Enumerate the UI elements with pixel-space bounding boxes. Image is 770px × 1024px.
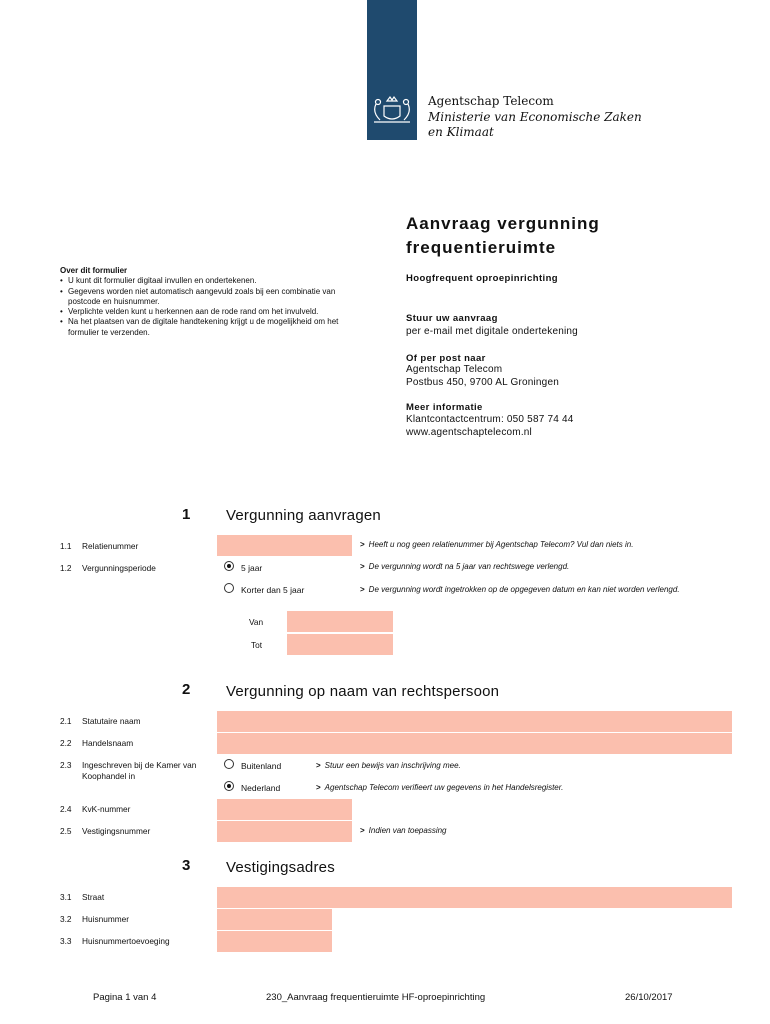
crest-icon: [370, 92, 414, 128]
footer-document: 230_Aanvraag frequentieruimte HF-oproepinrichting: [266, 992, 486, 1003]
label-kvk-ingeschreven: 2.3 Ingeschreven bij de Kamer van Koophandel in: [60, 760, 197, 781]
radio-nederland[interactable]: [224, 781, 234, 791]
page-subtitle: Hoogfrequent oproepinrichting: [406, 273, 558, 284]
logo-text: [428, 94, 642, 141]
radio-buitenland-label: Buitenland: [241, 761, 282, 771]
post-address: [406, 364, 559, 389]
tot-label: Tot: [251, 640, 263, 650]
label-vestigingsnummer: 2.5 Vestigingsnummer: [60, 826, 151, 836]
post-line-1: Agentschap Telecom: [406, 364, 503, 375]
label-relatienummer: 1.1 Relatienummer: [60, 541, 139, 551]
label-handelsnaam: 2.2 Handelsnaam: [60, 738, 134, 748]
label-statutaire-naam: 2.1 Statutaire naam: [60, 716, 141, 726]
section-2-title: Vergunning op naam van rechtspersoon: [226, 683, 500, 700]
radio-korter[interactable]: [224, 583, 234, 593]
huisnummertoevoeging-input[interactable]: [217, 931, 332, 952]
radio-5-jaar[interactable]: [224, 561, 234, 571]
about-item: • Verplichte velden kunt u herkennen aan de rode rand om het invulveld.: [60, 307, 340, 317]
vestigingsnummer-note: > Indien van toepassing: [360, 826, 447, 835]
section-3-number: 3: [182, 857, 191, 874]
post-line-2: Postbus 450, 9700 AL Groningen: [406, 376, 559, 388]
van-date-input[interactable]: [287, 611, 393, 632]
footer-page: Pagina 1 van 4: [93, 992, 157, 1003]
section-3-title: Vestigingsadres: [226, 859, 335, 876]
section-1-title: Vergunning aanvragen: [226, 507, 381, 524]
label-vergunningsperiode: 1.2 Vergunningsperiode: [60, 563, 156, 573]
title-line-1: Aanvraag vergunning: [406, 214, 600, 233]
about-heading: Over dit formulier: [60, 266, 128, 275]
radio-nederland-note: > Agentschap Telecom verifieert uw gegevens in het Handelsregister.: [316, 783, 564, 792]
radio-buitenland-note: > Stuur een bewijs van inschrijving mee.: [316, 761, 461, 770]
send-heading: Stuur uw aanvraag: [406, 313, 498, 324]
send-text: per e-mail met digitale ondertekening: [406, 326, 578, 337]
relatienummer-input[interactable]: [217, 535, 352, 556]
van-label: Van: [249, 617, 264, 627]
kvk-nummer-input[interactable]: [217, 799, 352, 820]
straat-input[interactable]: [217, 887, 732, 908]
page-title: [406, 212, 600, 260]
relatienummer-note: > Heeft u nog geen relatienummer bij Agentschap Telecom? Vul dan niets in.: [360, 540, 634, 549]
logo-line-3: en Klimaat: [428, 125, 494, 139]
label-kvk-nummer: 2.4 KvK-nummer: [60, 804, 131, 814]
radio-5-jaar-note: > De vergunning wordt na 5 jaar van rechtswege verlengd.: [360, 562, 570, 571]
post-heading: Of per post naar: [406, 353, 486, 364]
label-huisnummertoevoeging: 3.3 Huisnummertoevoeging: [60, 936, 170, 946]
about-item: • U kunt dit formulier digitaal invullen en ondertekenen.: [60, 276, 340, 286]
title-line-2: frequentieruimte: [406, 238, 557, 257]
radio-korter-note: > De vergunning wordt ingetrokken op de opgegeven datum en kan niet worden verlengd.: [360, 585, 680, 594]
huisnummer-input[interactable]: [217, 909, 332, 930]
about-item: • Gegevens worden niet automatisch aangevuld zoals bij een combinatie van postcode en huisnummer.: [60, 287, 340, 308]
logo-line-1: Agentschap Telecom: [428, 94, 554, 108]
handelsnaam-input[interactable]: [217, 733, 732, 754]
footer-date: 26/10/2017: [625, 992, 673, 1003]
section-2-number: 2: [182, 681, 191, 698]
radio-korter-label: Korter dan 5 jaar: [241, 585, 305, 595]
website-link[interactable]: www.agentschaptelecom.nl: [406, 426, 532, 438]
label-straat: 3.1 Straat: [60, 892, 105, 902]
radio-5-jaar-label: 5 jaar: [241, 563, 263, 573]
radio-nederland-label: Nederland: [241, 783, 281, 793]
about-item: • Na het plaatsen van de digitale handtekening krijgt u de mogelijkheid om het formulier te verzenden.: [60, 317, 340, 338]
logo-line-2: Ministerie van Economische Zaken: [428, 109, 642, 124]
about-box: [60, 266, 340, 338]
section-1-number: 1: [182, 506, 191, 523]
radio-buitenland[interactable]: [224, 759, 234, 769]
statutaire-naam-input[interactable]: [217, 711, 732, 732]
phone-number: Klantcontactcentrum: 050 587 74 44: [406, 414, 574, 425]
info-heading: Meer informatie: [406, 402, 483, 413]
info-lines: [406, 414, 573, 439]
label-huisnummer: 3.2 Huisnummer: [60, 914, 130, 924]
tot-date-input[interactable]: [287, 634, 393, 655]
vestigingsnummer-input[interactable]: [217, 821, 352, 842]
